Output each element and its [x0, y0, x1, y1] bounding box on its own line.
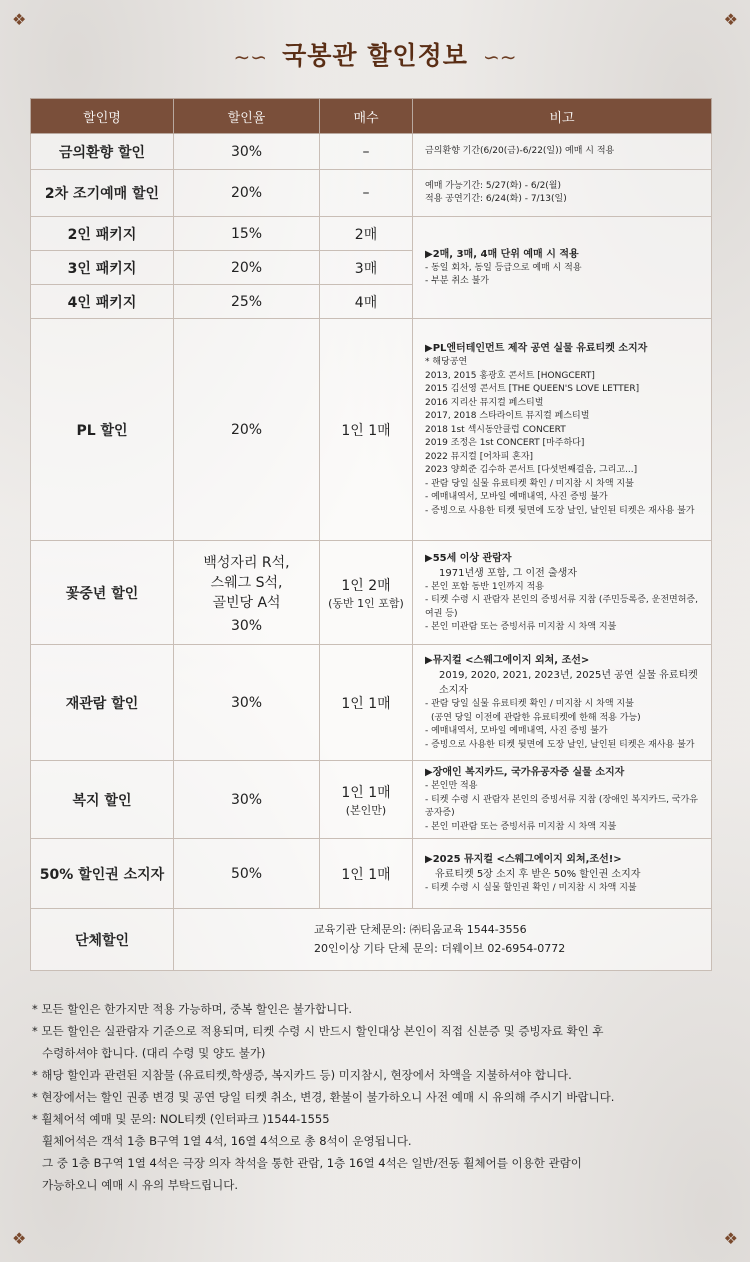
row-qty	[320, 541, 413, 645]
note-line: 2018 1st 섹시동안클럽 CONCERT	[425, 424, 566, 435]
package-note	[413, 217, 712, 319]
note-line: - 관람 당일 실물 유료티켓 확인 / 미지참 시 차액 지불	[425, 699, 634, 709]
corner-ornament-icon: ❖	[12, 1229, 27, 1248]
footnote-line: * 현장에서는 할인 권종 변경 및 공연 당일 티켓 취소, 변경, 환불이 불가하오니 사전 예매 시 유의해 주시기 바랍니다.	[32, 1090, 615, 1104]
row-qty: 1인 1매	[320, 839, 413, 909]
header-note: 비고	[413, 99, 712, 134]
note-line: - 동일 회차, 동일 등급으로 예매 시 적용	[425, 262, 582, 273]
corner-ornament-icon: ❖	[723, 1229, 738, 1248]
rate-line: 골빈당 A석	[212, 594, 281, 611]
row-note	[413, 134, 712, 170]
row-qty	[320, 761, 413, 839]
note-line: ▶PL엔터테인먼트 제작 공연 실물 유료티켓 소지자	[425, 343, 648, 354]
row-rate: 30%	[174, 761, 320, 839]
note-line: 2017, 2018 스타라이트 뮤지컬 페스티벌	[425, 411, 590, 421]
qty-value: 1인 1매	[341, 784, 391, 801]
title-row	[0, 36, 750, 72]
row-note	[413, 541, 712, 645]
row-note	[413, 839, 712, 909]
note-line: ▶55세 이상 관람자	[425, 552, 512, 564]
corner-ornament-icon: ❖	[12, 10, 27, 29]
rate-line: 백성자리 R석,	[203, 554, 290, 571]
qty-value: 1인 2매	[341, 577, 391, 594]
table-row	[31, 645, 712, 761]
note-line: 2016 지리산 뮤지컬 페스티벌	[425, 397, 544, 408]
row-name: 50% 할인권 소지자	[31, 839, 174, 909]
note-line: - 부분 취소 불가	[425, 276, 489, 286]
row-rate: 50%	[174, 839, 320, 909]
table-row	[31, 761, 712, 839]
row-name: 꽃중년 할인	[31, 541, 174, 645]
row-rate: 15%	[174, 217, 320, 251]
footnote-line: * 해당 할인과 관련된 지참물 (유료티켓,학생증, 복지카드 등) 미지참시, 현장에서 차액을 지불하셔야 합니다.	[32, 1068, 572, 1082]
row-qty: 4매	[320, 285, 413, 319]
note-line: - 티켓 수령 시 관람자 본인의 증빙서류 지참 (주민등록증, 운전면허증, 여권 등)	[425, 595, 698, 619]
note-line: - 티켓 수령 시 관람자 본인의 증빙서류 지참 (장애인 복지카드, 국가유공자증)	[425, 794, 698, 818]
discount-table	[30, 98, 712, 971]
note-line: - 본인 미관람 또는 증빙서류 미지참 시 차액 지불	[425, 821, 617, 832]
row-name: 단체할인	[31, 909, 174, 971]
table-row	[31, 541, 712, 645]
swirl-right-icon: ∽∼	[482, 45, 517, 69]
table-row	[31, 134, 712, 170]
note-line: - 본인 포함 동반 1인까지 적용	[425, 581, 544, 592]
row-note	[413, 645, 712, 761]
row-qty: 1인 1매	[320, 319, 413, 541]
note-line: 2019, 2020, 2021, 2023년, 2025년 공연 실물 유료티켓 소지자	[439, 670, 698, 696]
row-qty: 2매	[320, 217, 413, 251]
note-line: ▶2매, 3매, 4매 단위 예매 시 적용	[425, 248, 579, 260]
footnote-line: * 휠체어석 예매 및 문의: NOL티켓 (인터파크 )1544-1555	[32, 1112, 330, 1126]
row-note	[413, 319, 712, 541]
row-rate	[174, 541, 320, 645]
note-line: ▶뮤지컬 <스웨그에이지 외쳐, 조선>	[425, 655, 590, 666]
table-row	[31, 839, 712, 909]
row-name: PL 할인	[31, 319, 174, 541]
row-name: 4인 패키지	[31, 285, 174, 319]
row-qty: –	[320, 170, 413, 217]
note-line: 2019 조정은 1st CONCERT [마주하다]	[425, 438, 585, 448]
note-line: ▶2025 뮤지컬 <스웨그에이지 외쳐,조선!>	[425, 853, 622, 865]
row-name: 2차 조기예매 할인	[31, 170, 174, 217]
note-line: - 본인만 적용	[425, 781, 478, 791]
footnote-line: 수령하셔야 합니다. (대리 수령 및 양도 불가)	[42, 1046, 266, 1060]
row-note	[413, 761, 712, 839]
note-line: 1971년생 포함, 그 이전 출생자	[439, 567, 577, 579]
note-line: * 해당공연	[425, 357, 468, 367]
note-line: ▶장애인 복지카드, 국가유공자증 실물 소지자	[425, 767, 625, 778]
page-title: 국봉관 할인정보	[282, 41, 468, 70]
corner-ornament-icon: ❖	[723, 10, 738, 29]
footnote-line: 휠체어석은 객석 1층 B구역 1열 4석, 16열 4석으로 총 8석이 운영됩니다.	[42, 1134, 412, 1148]
row-rate: 30%	[174, 645, 320, 761]
row-qty: –	[320, 134, 413, 170]
note-line: - 관람 당일 실물 유료티켓 확인 / 미지참 시 차액 지불	[425, 478, 634, 489]
row-name: 재관람 할인	[31, 645, 174, 761]
row-rate: 25%	[174, 285, 320, 319]
row-name: 금의환향 할인	[31, 134, 174, 170]
table-row	[31, 909, 712, 971]
header-rate: 할인율	[174, 99, 320, 134]
footnote-line: 그 중 1층 B구역 1열 4석은 극장 의자 착석을 통한 관람, 1층 16열 4석은 일반/전동 휠체어를 이용한 관람이	[42, 1156, 582, 1170]
note-line: 2022 뮤지컬 [어차피 혼자]	[425, 451, 534, 462]
footnote-line: * 모든 할인은 한가지만 적용 가능하며, 중복 할인은 불가합니다.	[32, 1002, 353, 1016]
footnote-line: 가능하오니 예매 시 유의 부탁드립니다.	[42, 1178, 239, 1192]
table-row	[31, 319, 712, 541]
note-line: (공연 당일 이전에 관람한 유료티켓에 한해 적용 가능)	[431, 712, 641, 723]
note-line: 적용 공연기간: 6/24(화) - 7/13(일)	[425, 194, 567, 204]
row-rate: 30%	[174, 134, 320, 170]
note-line: 유료티켓 5장 소지 후 받은 50% 할인권 소지자	[435, 868, 641, 880]
row-rate: 20%	[174, 251, 320, 285]
footnotes	[32, 998, 722, 1196]
note-line: 2023 양희준 김수하 콘서트 [다섯번째걸음, 그리고...]	[425, 465, 638, 475]
note-line: 2015 김선영 콘서트 [THE QUEEN'S LOVE LETTER]	[425, 384, 640, 394]
note-line: 교육기관 단체문의: ㈜티움교육 1544-3556	[314, 922, 527, 936]
row-note	[413, 170, 712, 217]
note-line: 예매 가능기간: 5/27(화) - 6/2(월)	[425, 180, 562, 191]
footnote-line: * 모든 할인은 실관람자 기준으로 적용되며, 티켓 수령 시 반드시 할인대상 본인이 직접 신분증 및 증빙자료 확인 후	[32, 1024, 604, 1038]
row-rate: 20%	[174, 170, 320, 217]
qty-sub: (동반 1인 포함)	[328, 596, 404, 610]
row-qty: 3매	[320, 251, 413, 285]
note-line: - 티켓 수령 시 실물 할인권 확인 / 미지참 시 차액 지불	[425, 882, 637, 893]
qty-sub: (본인만)	[345, 803, 387, 817]
note-line: - 증빙으로 사용한 티켓 뒷면에 도장 날인, 날인된 티켓은 재사용 불가	[425, 739, 695, 750]
note-line: - 예매내역서, 모바일 예매내역, 사진 증빙 불가	[425, 492, 608, 502]
header-name: 할인명	[31, 99, 174, 134]
table-header-row	[31, 99, 712, 134]
row-qty: 1인 1매	[320, 645, 413, 761]
row-rate: 20%	[174, 319, 320, 541]
table-row	[31, 170, 712, 217]
swirl-left-icon: ∼∽	[233, 45, 268, 69]
row-name: 3인 패키지	[31, 251, 174, 285]
note-line: 20인이상 기타 단체 문의: 더웨이브 02-6954-0772	[314, 941, 566, 955]
note-line: 금의환향 기간(6/20(금)-6/22(일)) 예매 시 적용	[425, 145, 615, 156]
note-line: - 증빙으로 사용한 티켓 뒷면에 도장 날인, 날인된 티켓은 재사용 불가	[425, 505, 695, 516]
note-line: - 예매내역서, 모바일 예매내역, 사진 증빙 불가	[425, 726, 608, 736]
row-note	[174, 909, 712, 971]
note-line: - 본인 미관람 또는 증빙서류 미지참 시 차액 지불	[425, 622, 617, 632]
rate-line: 스웨그 S석,	[210, 574, 283, 591]
rate-value: 30%	[230, 617, 263, 634]
table-row	[31, 217, 712, 251]
row-name: 2인 패키지	[31, 217, 174, 251]
note-line: 2013, 2015 홍광호 콘서트 [HONGCERT]	[425, 370, 595, 381]
header-qty: 매수	[320, 99, 413, 134]
row-name: 복지 할인	[31, 761, 174, 839]
